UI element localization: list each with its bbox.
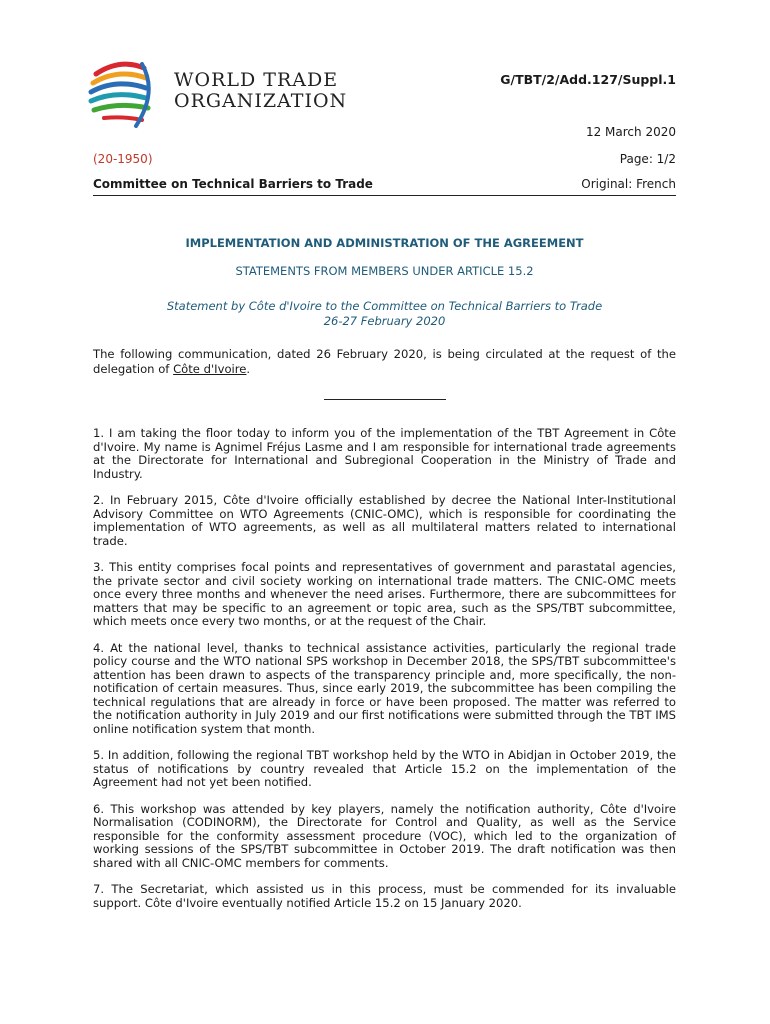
intro-text: The following communication, dated 26 February 2020, is being circulated at the request of the delegation of [93, 347, 676, 376]
paragraph-1: 1. I am taking the floor today to inform you of the implementation of the TBT Agreement in Côte d'Ivoire. My name is Agnimel Fréjus Lasme and I am responsible for international trade agreements at the Directorate for International and Subregional Cooperation in the Ministry of Trade and Industry. [93, 426, 676, 481]
intro-text-end: . [246, 361, 251, 376]
wto-logo [84, 56, 348, 132]
paragraph-5: 5. In addition, following the regional TBT workshop held by the WTO in Abidjan in October 2019, the status of notifications by country revealed that Article 15.2 on the implementation of the Agreement had not yet been notified. [93, 748, 676, 789]
document-symbol: G/TBT/2/Add.127/Suppl.1 [500, 72, 676, 87]
section-separator [324, 399, 446, 400]
header-divider [93, 195, 676, 196]
paragraph-3: 3. This entity comprises focal points and representatives of government and parastatal agencies, the private sector and civil society working on international trade matters. The CNIC-OMC meets once every three months and whenever the need arises. Furthermore, there are subcommittees for matters that may be specific to an agreement or topic area, such as the SPS/TBT subcommittee, which meets once every two months, or at the request of the Chair. [93, 560, 676, 628]
paragraph-6: 6. This workshop was attended by key players, namely the notification authority, Côte d'Ivoire Normalisation (CODINORM), the Directorate for Control and Quality, as well as the Service responsible for the conformity assessment procedure (VOC), which led to the organization of working sessions of the SPS/TBT subcommittee in October 2019. The draft notification was then shared with all CNIC-OMC members for comments. [93, 801, 676, 870]
document-title: IMPLEMENTATION AND ADMINISTRATION OF THE AGREEMENT [185, 236, 584, 250]
statement-title-line2: 26-27 February 2020 [323, 314, 446, 328]
committee-name: Committee on Technical Barriers to Trade [93, 177, 373, 191]
org-name-line1: WORLD TRADE [174, 69, 339, 91]
document-number: (20-1950) [93, 152, 153, 166]
document-date: 12 March 2020 [585, 125, 676, 139]
document-subtitle: STATEMENTS FROM MEMBERS UNDER ARTICLE 15.2 [235, 264, 534, 278]
original-language: Original: French [581, 177, 676, 191]
statement-title [93, 299, 676, 329]
org-name-line2: ORGANIZATION [174, 90, 348, 112]
intro-paragraph [93, 347, 676, 376]
paragraph-2: 2. In February 2015, Côte d'Ivoire officially established by decree the National Inter-Institutional Advisory Committee on WTO Agreements (CNIC-OMC), which is responsible for coordinating the implementation of WTO agreements, as well as all multilateral matters related to international trade. [93, 493, 676, 548]
paragraph-7: 7. The Secretariat, which assisted us in this process, must be commended for its invaluable support. Côte d'Ivoire eventually notified Article 15.2 on 15 January 2020. [93, 882, 676, 910]
wto-emblem-icon [84, 56, 164, 132]
page-number: Page: 1/2 [619, 152, 676, 166]
paragraph-4: 4. At the national level, thanks to technical assistance activities, particularly the regional trade policy course and the WTO national SPS workshop in December 2018, the SPS/TBT subcommittee's attention has been drawn to aspects of the transparency principle and, more specifically, the non-notification of certain measures. Thus, since early 2019, the subcommittee has been compiling the technical regulations that are already in force or have been proposed. The matter was referred to the notification authority in July 2019 and our first notifications were submitted through the TBT IMS online notification system that month. [93, 640, 676, 736]
statement-title-line1: Statement by Côte d'Ivoire to the Committee on Technical Barriers to Trade [166, 299, 603, 313]
intro-member-name: Côte d'Ivoire [173, 361, 247, 376]
statement-body [93, 427, 676, 923]
org-name [174, 70, 347, 112]
